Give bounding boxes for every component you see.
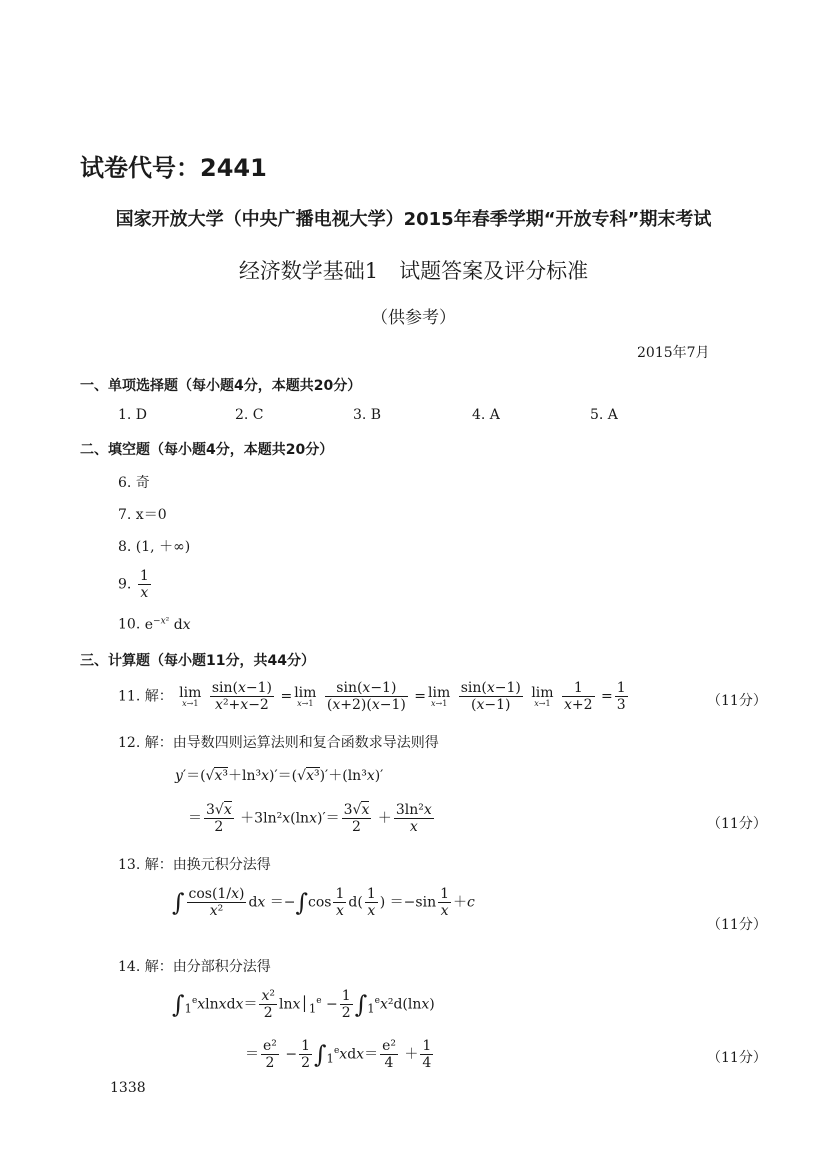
fraction: $\frac{1}{x}$: [440, 886, 450, 920]
fill-answer-9: [118, 568, 153, 601]
formula: ＝ $\frac{3√x}{2}$ ＋3ln²x(lnx)′＝ $\frac{3√x}{2}$ ＋ $\frac{\text{3ln²x}}{x}$: [188, 802, 432, 836]
fraction: $\frac{\text{x²}}{2}$: [261, 988, 275, 1022]
fraction: $\frac{\sin(x-1)}{\text{x²+x−2}}$: [211, 680, 273, 714]
choice-answer: 3. B: [353, 407, 382, 423]
calc-label-11: 11. 解：: [118, 688, 173, 705]
fill-answer-10: [118, 616, 191, 633]
exam-date: 2015年7月: [637, 345, 710, 361]
limit: lim x→1: [294, 684, 317, 708]
calc-answer-11: 11. 解： lim x→1 $\frac{\sin(x-1)}{\text{x²+x−2}}$ = lim x→1 $\frac{\sin(x-1)}{(x+2)(x-1)}$ = lim x→1 $\frac{\sin(x-1)}{(x-1)}$ lim x→1 $\frac{1}{x+2}$ = $\frac{1}{3}$: [118, 680, 626, 714]
fraction: $\frac{\cos(1/x)}{\text{x²}}$: [188, 886, 245, 920]
fraction: $\frac{1}{2}$: [341, 988, 351, 1022]
section-title-calc: 三、计算题（每小题11分，共44分）: [80, 653, 315, 669]
calc-label-14: 14. 解：由分部积分法得: [118, 959, 271, 975]
fraction: $\frac{3√x}{2}$: [343, 802, 370, 836]
fraction: $\frac{1}{3}$: [616, 680, 626, 714]
choice-answer: 5. A: [590, 407, 618, 423]
choice-answer: 1. D: [118, 407, 148, 423]
fraction: $\frac{\text{e²}}{4}$: [382, 1038, 396, 1072]
score-11: （11分）: [707, 693, 767, 709]
choice-answer: 2. C: [235, 407, 264, 423]
calc-label-13: 13. 解：由换元积分法得: [118, 857, 271, 873]
fraction: $\frac{1}{x+2}$: [564, 680, 593, 714]
university-title: 国家开放大学（中央广播电视大学）2015年春季学期“开放专科”期末考试: [115, 209, 712, 230]
fraction: $\frac{3√x}{2}$: [206, 802, 232, 836]
fraction: $\frac{1}{x}$: [335, 886, 345, 920]
fill-answer-7: 7. x＝0: [118, 507, 167, 523]
fraction: $\frac{1}{x}$: [139, 568, 149, 602]
score-12: （11分）: [707, 816, 767, 832]
calc-label-12: 12. 解：由导数四则运算法则和复合函数求导法则得: [118, 735, 439, 751]
limit: lim x→1: [428, 684, 451, 708]
fill-answer-9-label: 9.: [118, 576, 132, 593]
fraction: $\frac{\sin(x-1)}{(x-1)}$: [460, 680, 521, 714]
formula: ＝ $\frac{\text{e²}}{2}$ − $\frac{1}{2}$ $\int_1^exdx=$ $\frac{\text{e²}}{4}$ ＋ $\frac{1}{4}$: [245, 1038, 432, 1072]
section-title-choice: 一、单项选择题（每小题4分，本题共20分）: [80, 378, 362, 394]
reference-note: （供参考）: [371, 308, 456, 328]
score-13: （11分）: [707, 917, 767, 933]
exam-code: 试卷代号：2441: [80, 154, 267, 182]
fraction: $\frac{\sin(x-1)}{(x+2)(x-1)}$: [326, 680, 406, 714]
formula: $e^{-x^2}$ dx: [144, 616, 191, 633]
fill-answer-10-label: 10.: [118, 616, 141, 633]
limit: lim x→1: [179, 684, 202, 708]
choice-answer: 4. A: [472, 407, 500, 423]
score-14: （11分）: [707, 1050, 767, 1066]
subject-title: 经济数学基础1 试题答案及评分标准: [238, 259, 589, 283]
formula: $\int_1^exlnxdx=$ $\frac{\text{x²}}{2}$ $\ln x│_1^e$ − $\frac{1}{2}$ $\int_1^ex^2d(\ln x)$: [172, 988, 435, 1022]
fill-answer-8: 8. (1, ＋∞): [118, 539, 191, 555]
fraction: $\frac{\text{3ln²x}}{x}$: [395, 802, 432, 836]
fraction: $\frac{1}{2}$: [301, 1038, 311, 1072]
page-number: 1338: [110, 1080, 146, 1096]
limit: lim x→1: [531, 684, 554, 708]
fraction: $\frac{1}{4}$: [422, 1038, 432, 1072]
fraction: $\frac{\text{e²}}{2}$: [263, 1038, 277, 1072]
fill-answer-6: 6. 奇: [118, 475, 150, 491]
section-title-fill: 二、填空题（每小题4分，本题共20分）: [80, 442, 334, 458]
fraction: $\frac{1}{x}$: [366, 886, 376, 920]
formula: y′＝(√x³＋ln³x)′＝(√x³)′＋(ln³x)′: [175, 768, 384, 784]
formula: ∫ $\frac{\cos(1/x)}{\text{x²}}$ dx ＝−∫cos $\frac{1}{x}$ d( $\frac{1}{x}$ ) ＝−sin $\frac{1}{x}$ ＋c: [172, 886, 475, 920]
